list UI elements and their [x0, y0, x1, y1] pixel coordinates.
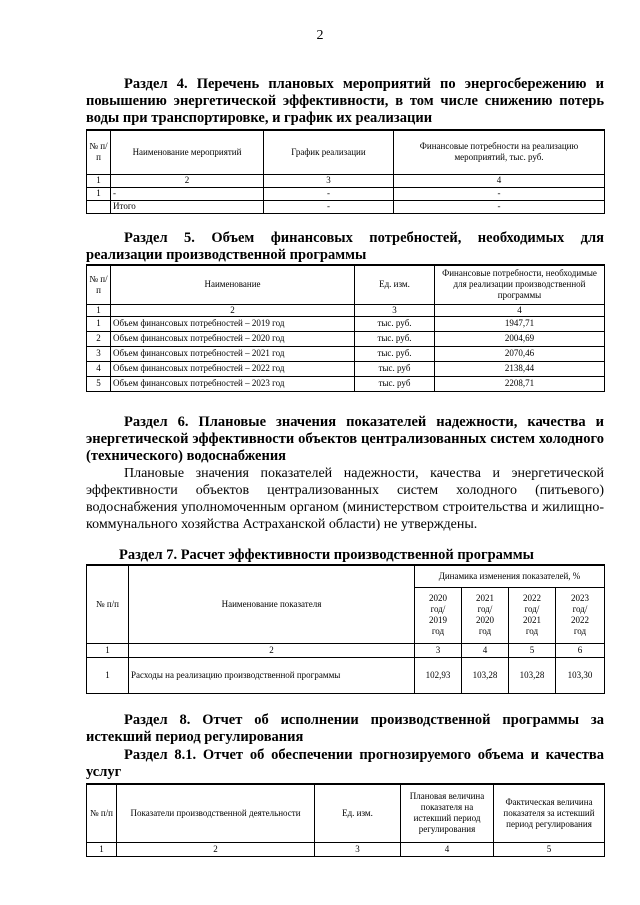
s5-cell: 4 — [87, 361, 111, 376]
table-row — [87, 376, 605, 391]
s81-hdr-actual: Фактическая величина показателя за истекший период регулирования — [494, 784, 605, 842]
s5-cell: 1947,71 — [435, 316, 605, 331]
s4-hdr-schedule: График реализации — [264, 130, 394, 174]
s5-cell: 3 — [87, 346, 111, 361]
s5-colnum: 3 — [355, 304, 435, 316]
s7-period-2020: 2020 год/ 2019 год — [415, 587, 462, 643]
s7-row-value: 103,28 — [509, 657, 556, 693]
section4-heading: Раздел 4. Перечень плановых мероприятий по энергосбережению и повышению энергетической эффективности, в том числе снижению потерь воды при транспортировке, и график их реализации — [86, 76, 604, 126]
s5-cell: тыс. руб. — [355, 331, 435, 346]
s5-cell: 5 — [87, 376, 111, 391]
s7-row-no: 1 — [87, 657, 129, 693]
s5-cell: 2208,71 — [435, 376, 605, 391]
section6-paragraph: Плановые значения показателей надежности, качества и энергетической эффективности объектов централизованных систем холодного (питьевого) водоснабжения уполномоченным органом (министерством строительства и жилищно- коммунального хозяйства Астраханской области) не утверждены. — [86, 466, 604, 532]
section4-table — [86, 129, 605, 214]
s4-cell: 1 — [87, 187, 111, 200]
s4-hdr-no: № п/п — [87, 130, 111, 174]
s5-cell: тыс. руб — [355, 361, 435, 376]
s5-cell: Объем финансовых потребностей – 2023 год — [111, 376, 355, 391]
s5-cell: 2070,46 — [435, 346, 605, 361]
s81-colnum: 1 — [87, 842, 117, 856]
s5-cell: Объем финансовых потребностей – 2020 год — [111, 331, 355, 346]
s81-colnum: 5 — [494, 842, 605, 856]
s81-colnum: 3 — [315, 842, 401, 856]
s7-row-value: 103,30 — [556, 657, 605, 693]
table-row — [87, 657, 605, 693]
s4-total-label: Итого — [111, 200, 264, 213]
section81-table — [86, 783, 605, 857]
s81-hdr-unit: Ед. изм. — [315, 784, 401, 842]
s81-hdr-planned: Плановая величина показателя на истекший период регулирования — [401, 784, 494, 842]
section8-heading: Раздел 8. Отчет об исполнении производственной программы за истекший период регулирования — [86, 712, 604, 745]
s4-colnum: 1 — [87, 174, 111, 187]
s81-hdr-no: № п/п — [87, 784, 117, 842]
s7-period-2021: 2021 год/ 2020 год — [462, 587, 509, 643]
s4-colnum: 2 — [111, 174, 264, 187]
s5-cell: 1 — [87, 316, 111, 331]
s7-row-name: Расходы на реализацию производственной программы — [129, 657, 415, 693]
s7-colnum: 6 — [556, 643, 605, 657]
table-row — [87, 361, 605, 376]
s81-colnum: 2 — [117, 842, 315, 856]
s5-cell: 2004,69 — [435, 331, 605, 346]
section7-heading: Раздел 7. Расчет эффективности производственной программы — [119, 547, 534, 563]
s5-cell: Объем финансовых потребностей – 2019 год — [111, 316, 355, 331]
table-row-total — [87, 200, 605, 213]
s4-total-schedule: - — [264, 200, 394, 213]
s5-colnum: 1 — [87, 304, 111, 316]
s4-cell: - — [264, 187, 394, 200]
s4-cell: - — [394, 187, 605, 200]
s7-hdr-name: Наименование показателя — [129, 565, 415, 643]
s5-cell: тыс. руб — [355, 376, 435, 391]
section6-heading: Раздел 6. Плановые значения показателей надежности, качества и энергетической эффективности объектов централизованных систем холодного (технического) водоснабжения — [86, 414, 604, 464]
table-row — [87, 187, 605, 200]
s7-colnum: 4 — [462, 643, 509, 657]
s5-colnum: 4 — [435, 304, 605, 316]
s7-row-value: 103,28 — [462, 657, 509, 693]
s5-hdr-no: № п/п — [87, 265, 111, 304]
s7-colnum: 3 — [415, 643, 462, 657]
s5-cell: 2138,44 — [435, 361, 605, 376]
s5-cell: тыс. руб. — [355, 346, 435, 361]
s7-hdr-dynamics: Динамика изменения показателей, % — [415, 565, 605, 587]
s4-colnum: 4 — [394, 174, 605, 187]
s7-period-2023: 2023 год/ 2022 год — [556, 587, 605, 643]
section7-table — [86, 564, 605, 694]
s5-hdr-finance: Финансовые потребности, необходимые для реализации производственной программы — [435, 265, 605, 304]
s4-colnum: 3 — [264, 174, 394, 187]
s5-colnum: 2 — [111, 304, 355, 316]
s5-cell: 2 — [87, 331, 111, 346]
page-number: 2 — [316, 28, 324, 43]
s7-row-value: 102,93 — [415, 657, 462, 693]
s7-hdr-no: № п/п — [87, 565, 129, 643]
s4-cell: - — [111, 187, 264, 200]
s7-colnum: 2 — [129, 643, 415, 657]
s81-hdr-indicators: Показатели производственной деятельности — [117, 784, 315, 842]
s5-hdr-name: Наименование — [111, 265, 355, 304]
section5-heading: Раздел 5. Объем финансовых потребностей, необходимых для реализации производственной программы — [86, 230, 604, 263]
s81-colnum: 4 — [401, 842, 494, 856]
section81-heading: Раздел 8.1. Отчет об обеспечении прогнозируемого объема и качества услуг — [86, 747, 604, 780]
table-row — [87, 316, 605, 331]
s5-cell: Объем финансовых потребностей – 2021 год — [111, 346, 355, 361]
s7-period-2022: 2022 год/ 2021 год — [509, 587, 556, 643]
s7-colnum: 5 — [509, 643, 556, 657]
s5-cell: Объем финансовых потребностей – 2022 год — [111, 361, 355, 376]
s5-cell: тыс. руб. — [355, 316, 435, 331]
section5-table — [86, 264, 605, 392]
table-row — [87, 331, 605, 346]
s7-colnum: 1 — [87, 643, 129, 657]
s4-total-amount: - — [394, 200, 605, 213]
table-row — [87, 346, 605, 361]
s4-hdr-name: Наименование мероприятий — [111, 130, 264, 174]
s4-hdr-finance: Финансовые потребности на реализацию мероприятий, тыс. руб. — [394, 130, 605, 174]
s5-hdr-unit: Ед. изм. — [355, 265, 435, 304]
